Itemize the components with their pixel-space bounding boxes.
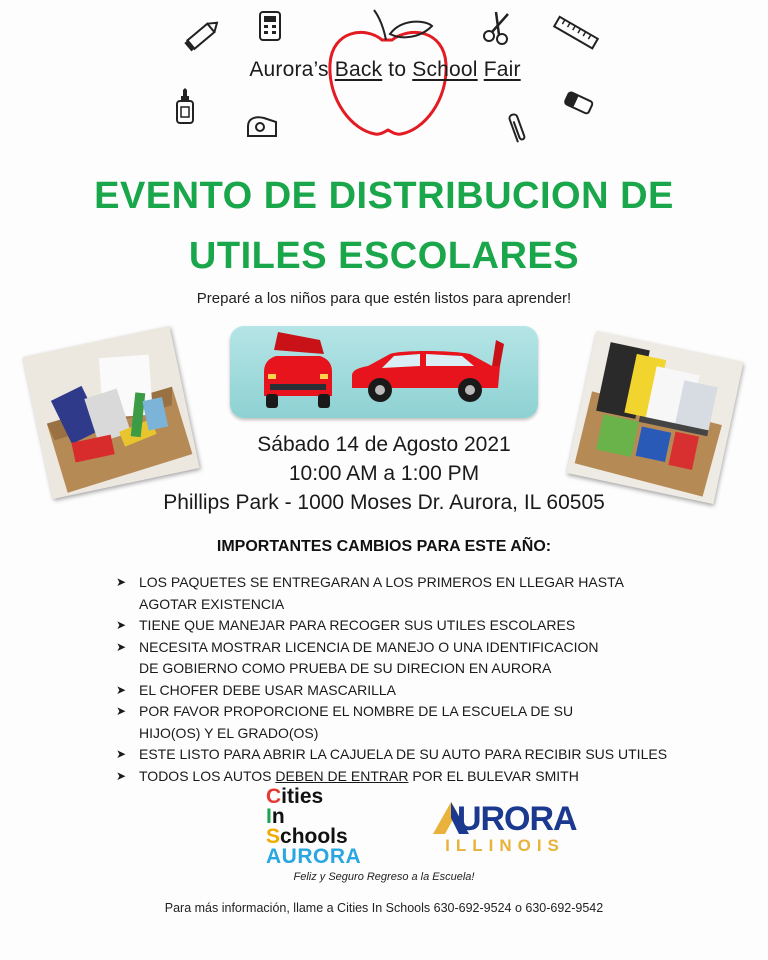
- arrow-bullet-icon: ➤: [116, 747, 127, 761]
- paperclip-icon: [508, 113, 525, 142]
- tape-icon: [248, 117, 276, 136]
- scissors-icon: [484, 12, 508, 44]
- glue-icon: [177, 88, 193, 123]
- list-item: ➤ POR FAVOR PROPORCIONE EL NOMBRE DE LA ESCUELA DE SU HIJO(OS) Y EL GRADO(OS): [116, 703, 574, 741]
- list-item: ➤ LOS PAQUETES SE ENTREGARAN A LOS PRIMEROS EN LLEGAR HASTA AGOTAR EXISTENCIA: [116, 574, 624, 612]
- list-item: ➤ NECESITA MOSTRAR LICENCIA DE MANEJO O UNA IDENTIFICACION DE GOBIERNO COMO PRUEBA DE SU DIRECION EN AURORA: [116, 638, 599, 676]
- car-trunk-banner: [230, 326, 538, 418]
- eraser-icon: [564, 91, 593, 114]
- arrow-bullet-icon: ➤: [116, 682, 127, 697]
- contact-info: Para más información, llame a Cities In Schools 630-692-9524 o 630-692-9542: [164, 901, 604, 915]
- farewell-message: Feliz y Seguro Regreso a la Escuela!: [293, 871, 475, 883]
- changes-list: [116, 572, 716, 787]
- list-item: ➤ ESTE LISTO PARA ABRIR LA CAJUELA DE SU AUTO PARA RECIBIR SUS UTILES: [116, 744, 716, 766]
- headline-line-2: UTILES ESCOLARES: [188, 235, 580, 277]
- event-time: 10:00 AM a 1:00 PM: [288, 462, 480, 485]
- arrow-bullet-icon: ➤: [116, 618, 127, 632]
- calculator-icon: [260, 12, 280, 40]
- subtitle: Preparé a los niños para que estén listos para aprender!: [196, 290, 572, 307]
- arrow-bullet-icon: ➤: [116, 575, 127, 589]
- car-rear-view-icon: [264, 332, 332, 408]
- arrow-bullet-icon: ➤: [116, 704, 127, 718]
- changes-heading: IMPORTANTES CAMBIOS PARA ESTE AÑO:: [216, 538, 552, 555]
- list-item: ➤ TODOS LOS AUTOS DEBEN DE ENTRAR POR EL BULEVAR SMITH: [116, 766, 716, 788]
- car-side-view-icon: [352, 340, 504, 402]
- ruler-icon: [554, 17, 598, 49]
- event-location: Phillips Park - 1000 Moses Dr. Aurora, IL 60505: [163, 491, 605, 514]
- list-item: ➤ EL CHOFER DEBE USAR MASCARILLA: [116, 680, 716, 702]
- aurora-illinois-logo: URORA ILLINOIS: [425, 800, 585, 862]
- crayon-icon: [184, 19, 220, 52]
- fair-title: Aurora’s Back to School Fair: [249, 58, 521, 81]
- cities-in-schools-logo: Cities In Schools AURORA: [266, 785, 362, 868]
- arrow-bullet-icon: ➤: [116, 639, 127, 654]
- headline: [40, 166, 728, 286]
- list-item: ➤ TIENE QUE MANEJAR PARA RECOGER SUS UTILES ESCOLARES: [116, 615, 716, 637]
- headline-line-1: EVENTO DE DISTRIBUCION DE: [94, 175, 674, 217]
- arrow-bullet-icon: ➤: [116, 768, 127, 783]
- event-details: [100, 430, 668, 517]
- event-date: Sábado 14 de Agosto 2021: [257, 433, 511, 456]
